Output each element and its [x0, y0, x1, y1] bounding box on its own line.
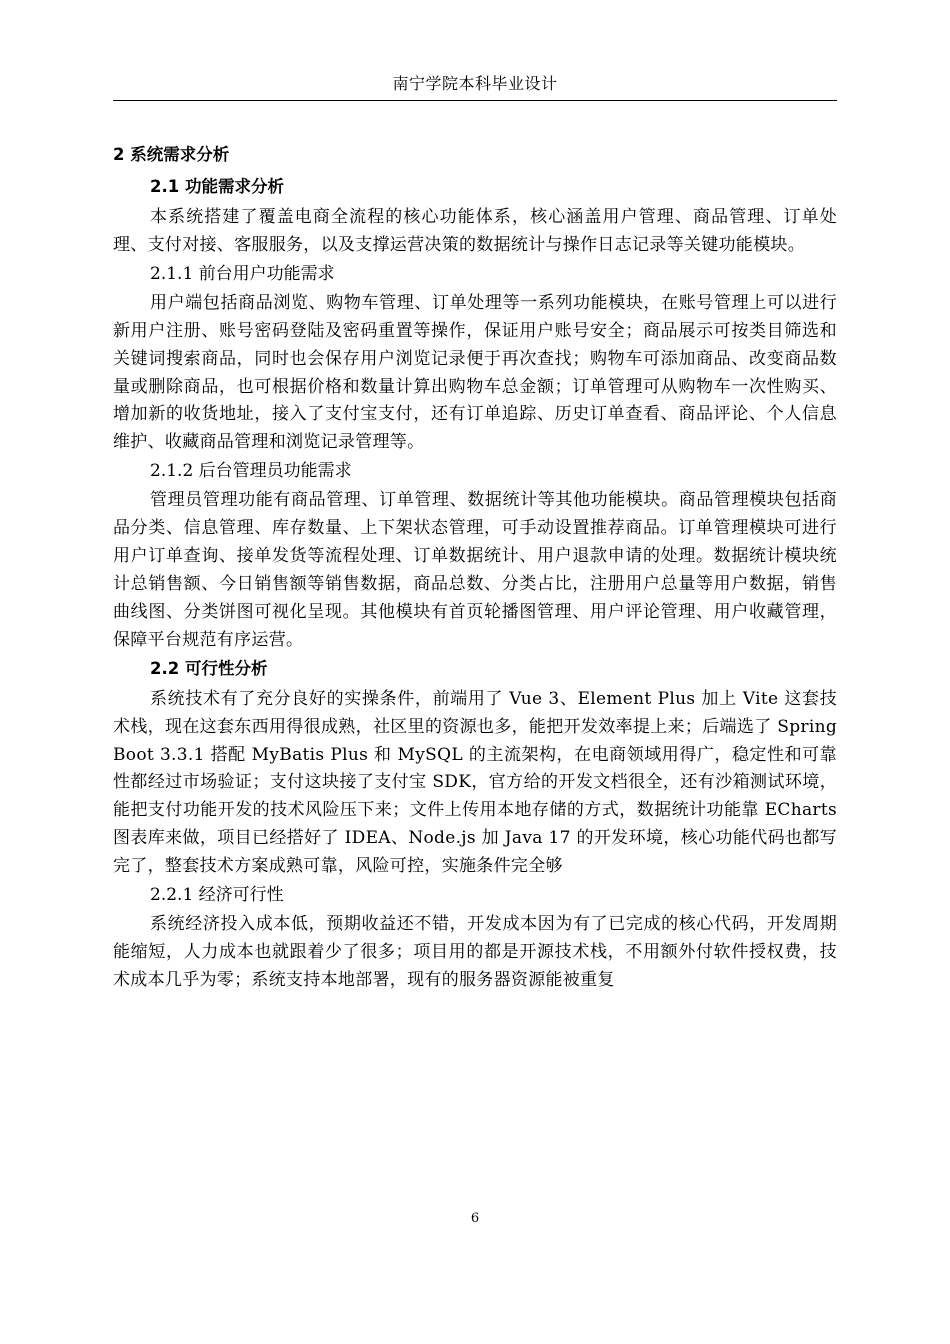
paragraph-2-1-2: 管理员管理功能有商品管理、订单管理、数据统计等其他功能模块。商品管理模块包括商品分类、信息管理、库存数量、上下架状态管理，可手动设置推荐商品。订单管理模块可进行用户订单查询、接单发货等流程处理、订单数据统计、用户退款申请的处理。数据统计模块统计总销售额、今日销售额等销售数据，商品总数、分类占比，注册用户总量等用户数据，销售曲线图、分类饼图可视化呈现。其他模块有首页轮播图管理、用户评论管理、用户收藏管理，保障平台规范有序运营。 [113, 490, 837, 650]
subsection-heading-2-1-1: 2.1.1 前台用户功能需求 [150, 263, 335, 284]
page-body [113, 140, 837, 996]
page-number: 6 [470, 1211, 480, 1226]
section-heading-2-1: 2.1 功能需求分析 [150, 177, 284, 196]
paragraph-2-1-intro: 本系统搭建了覆盖电商全流程的核心功能体系，核心涵盖用户管理、商品管理、订单处理、支付对接、客服服务，以及支撑运营决策的数据统计与操作日志记录等关键功能模块。 [113, 207, 837, 255]
section-heading-2-2: 2.2 可行性分析 [150, 658, 268, 678]
subsection-heading-2-1-2: 2.1.2 后台管理员功能需求 [150, 461, 352, 482]
chapter-heading: 2 系统需求分析 [113, 145, 230, 164]
page-header: 南宁学院本科毕业设计 [392, 74, 558, 93]
header-divider [113, 100, 837, 101]
subsection-heading-2-2-1: 2.2.1 经济可行性 [150, 885, 284, 906]
paragraph-2-2-intro: 系统技术有了充分良好的实操条件，前端用了 Vue 3、Element Plus 加上 Vite 这套技术栈，现在这套东西用得很成熟，社区里的资源也多，能把开发效率提上来；后端选了 Spring Boot 3.3.1 搭配 MyBatis Plus 和 MySQL 的主流架构，在电商领域用得广，稳定性和可靠性都经过市场验证；支付这块接了支付宝 SDK，官方给的开发文档很全，还有沙箱测试环境，能把支付功能开发的技术风险压下来；文件上传用本地存储的方式，数据统计功能靠 ECharts 图表库来做，项目已经搭好了 IDEA、Node.js 加 Java 17 的开发环境，核心功能代码也都写完了，整套技术方案成熟可靠，风险可控，实施条件完全够 [113, 688, 837, 877]
paragraph-2-2-1: 系统经济投入成本低，预期收益还不错，开发成本因为有了已完成的核心代码，开发周期能缩短，人力成本也就跟着少了很多；项目用的都是开源技术栈，不用额外付软件授权费，技术成本几乎为零；系统支持本地部署，现有的服务器资源能被重复 [113, 914, 837, 990]
paragraph-2-1-1: 用户端包括商品浏览、购物车管理、订单处理等一系列功能模块，在账号管理上可以进行新用户注册、账号密码登陆及密码重置等操作，保证用户账号安全；商品展示可按类目筛选和关键词搜索商品，同时也会保存用户浏览记录便于再次查找；购物车可添加商品、改变商品数量或删除商品，也可根据价格和数量计算出购物车总金额；订单管理可从购物车一次性购买、增加新的收货地址，接入了支付宝支付，还有订单追踪、历史订单查看、商品评论、个人信息维护、收藏商品管理和浏览记录管理等。 [113, 292, 837, 453]
